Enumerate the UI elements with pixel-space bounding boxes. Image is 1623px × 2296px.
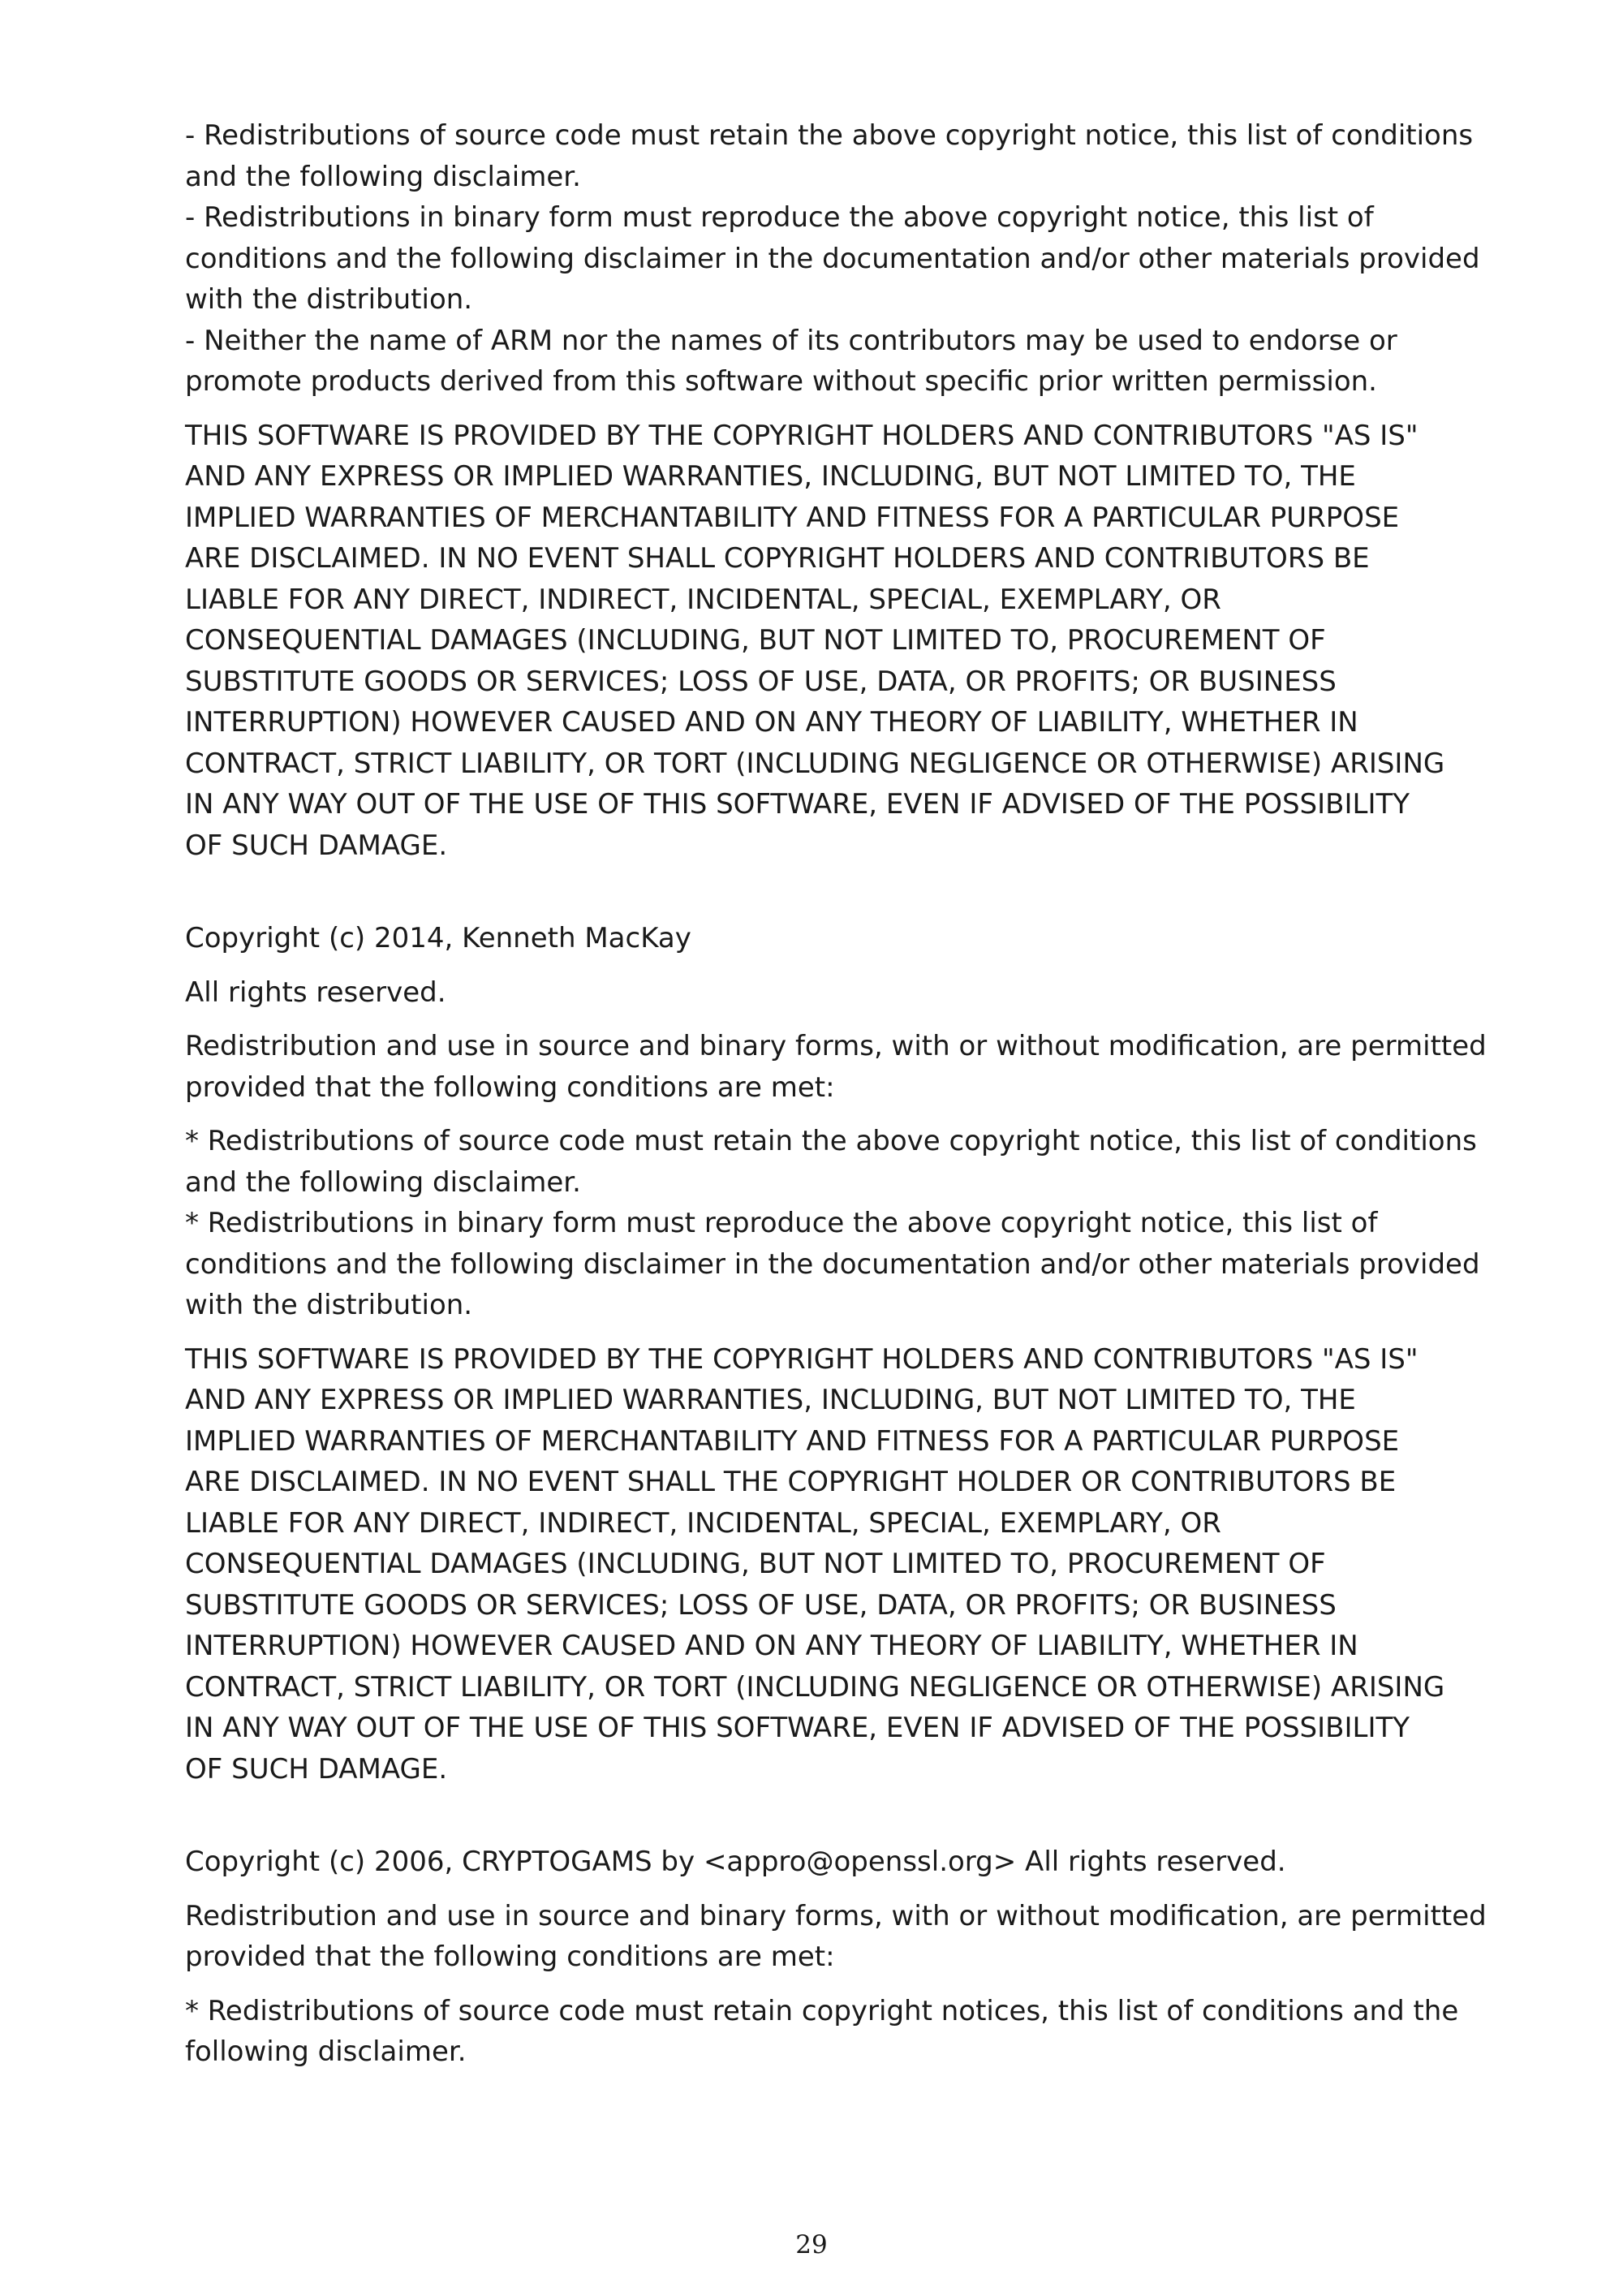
text-line: THIS SOFTWARE IS PROVIDED BY THE COPYRIGHT HOLDERS AND CONTRIBUTORS "AS IS" xyxy=(185,419,1419,452)
text-line: CONSEQUENTIAL DAMAGES (INCLUDING, BUT NOT LIMITED TO, PROCUREMENT OF xyxy=(185,1548,1326,1580)
text-line: promote products derived from this software without specific prior written permission. xyxy=(185,365,1377,398)
text-line: LIABLE FOR ANY DIRECT, INDIRECT, INCIDENTAL, SPECIAL, EXEMPLARY, OR xyxy=(185,583,1221,616)
paragraph-spacer xyxy=(185,959,1483,972)
text-line: IMPLIED WARRANTIES OF MERCHANTABILITY AND FITNESS FOR A PARTICULAR PURPOSE xyxy=(185,1424,1400,1458)
paragraph-spacer xyxy=(185,1108,1483,1121)
text-line: CONTRACT, STRICT LIABILITY, OR TORT (INCLUDING NEGLIGENCE OR OTHERWISE) ARISING xyxy=(185,747,1445,780)
paragraph-spacer xyxy=(185,1013,1483,1026)
page-content xyxy=(185,115,1487,2073)
text-line: provided that the following conditions are met: xyxy=(185,1941,835,1973)
text-line: conditions and the following disclaimer in the documentation and/or other materials provided xyxy=(185,1247,1480,1281)
text-line: - Neither the name of ARM nor the names of its contributors may be used to endorse or xyxy=(185,324,1397,357)
paragraph-spacer xyxy=(185,1883,1483,1896)
text-line: * Redistributions of source code must retain the above copyright notice, this list of conditions xyxy=(185,1125,1477,1157)
cryptogams-license-section xyxy=(185,1842,1487,2073)
text-line: CONSEQUENTIAL DAMAGES (INCLUDING, BUT NOT LIMITED TO, PROCUREMENT OF xyxy=(185,624,1326,657)
text-line: AND ANY EXPRESS OR IMPLIED WARRANTIES, INCLUDING, BUT NOT LIMITED TO, THE xyxy=(185,1384,1356,1416)
text-line: Redistribution and use in source and binary forms, with or without modification, are permitted xyxy=(185,1899,1487,1932)
text-line: Redistribution and use in source and binary forms, with or without modification, are permitted xyxy=(185,1030,1487,1062)
text-line: LIABLE FOR ANY DIRECT, INDIRECT, INCIDENTAL, SPECIAL, EXEMPLARY, OR xyxy=(185,1506,1221,1540)
arm-conditions-block xyxy=(185,115,1483,403)
text-line: - Redistributions in binary form must reproduce the above copyright notice, this list of xyxy=(185,201,1374,234)
text-line: conditions and the following disclaimer in the documentation and/or other materials provided xyxy=(185,242,1480,275)
text-line: - Redistributions of source code must retain the above copyright notice, this list of conditions xyxy=(185,119,1474,152)
text-line: with the distribution. xyxy=(185,1289,473,1321)
text-line: CONTRACT, STRICT LIABILITY, OR TORT (INCLUDING NEGLIGENCE OR OTHERWISE) ARISING xyxy=(185,1670,1445,1704)
text-line: SUBSTITUTE GOODS OR SERVICES; LOSS OF USE, DATA, OR PROFITS; OR BUSINESS xyxy=(185,665,1337,698)
section-spacer xyxy=(185,1790,1483,1842)
section-spacer xyxy=(185,866,1483,918)
text-line: OF SUCH DAMAGE. xyxy=(185,829,448,862)
text-line: IN ANY WAY OUT OF THE USE OF THIS SOFTWARE, EVEN IF ADVISED OF THE POSSIBILITY xyxy=(185,1712,1410,1744)
rights-line: All rights reserved. xyxy=(185,976,446,1009)
text-line: IN ANY WAY OUT OF THE USE OF THIS SOFTWARE, EVEN IF ADVISED OF THE POSSIBILITY xyxy=(185,788,1410,821)
paragraph-spacer xyxy=(185,1978,1483,1991)
text-line: and the following disclaimer. xyxy=(185,1165,581,1199)
text-line: * Redistributions of source code must retain copyright notices, this list of conditions and the xyxy=(185,1994,1459,2027)
paragraph-spacer xyxy=(185,1326,1483,1339)
text-line: THIS SOFTWARE IS PROVIDED BY THE COPYRIGHT HOLDERS AND CONTRIBUTORS "AS IS" xyxy=(185,1342,1419,1376)
text-line: AND ANY EXPRESS OR IMPLIED WARRANTIES, INCLUDING, BUT NOT LIMITED TO, THE xyxy=(185,460,1356,493)
mackay-license-section xyxy=(185,918,1487,1790)
text-line: * Redistributions in binary form must reproduce the above copyright notice, this list of xyxy=(185,1207,1378,1239)
text-line: with the distribution. xyxy=(185,283,473,316)
text-line: ARE DISCLAIMED. IN NO EVENT SHALL COPYRIGHT HOLDERS AND CONTRIBUTORS BE xyxy=(185,542,1370,575)
paragraph-spacer xyxy=(185,403,1483,416)
page-number: 29 xyxy=(795,2230,828,2259)
copyright-line: Copyright (c) 2014, Kenneth MacKay xyxy=(185,922,691,954)
text-line: OF SUCH DAMAGE. xyxy=(185,1752,448,1786)
arm-disclaimer-block xyxy=(185,416,1483,867)
text-line: INTERRUPTION) HOWEVER CAUSED AND ON ANY THEORY OF LIABILITY, WHETHER IN xyxy=(185,706,1358,739)
text-line: and the following disclaimer. xyxy=(185,160,581,193)
text-line: ARE DISCLAIMED. IN NO EVENT SHALL THE COPYRIGHT HOLDER OR CONTRIBUTORS BE xyxy=(185,1466,1397,1498)
text-line: SUBSTITUTE GOODS OR SERVICES; LOSS OF USE, DATA, OR PROFITS; OR BUSINESS xyxy=(185,1588,1337,1622)
text-line: INTERRUPTION) HOWEVER CAUSED AND ON ANY THEORY OF LIABILITY, WHETHER IN xyxy=(185,1630,1358,1662)
copyright-line: Copyright (c) 2006, CRYPTOGAMS by <appro@openssl.org> All rights reserved. xyxy=(185,1846,1286,1878)
text-line: provided that the following conditions are met: xyxy=(185,1070,835,1104)
text-line: IMPLIED WARRANTIES OF MERCHANTABILITY AND FITNESS FOR A PARTICULAR PURPOSE xyxy=(185,501,1400,534)
text-line: following disclaimer. xyxy=(185,2035,467,2068)
